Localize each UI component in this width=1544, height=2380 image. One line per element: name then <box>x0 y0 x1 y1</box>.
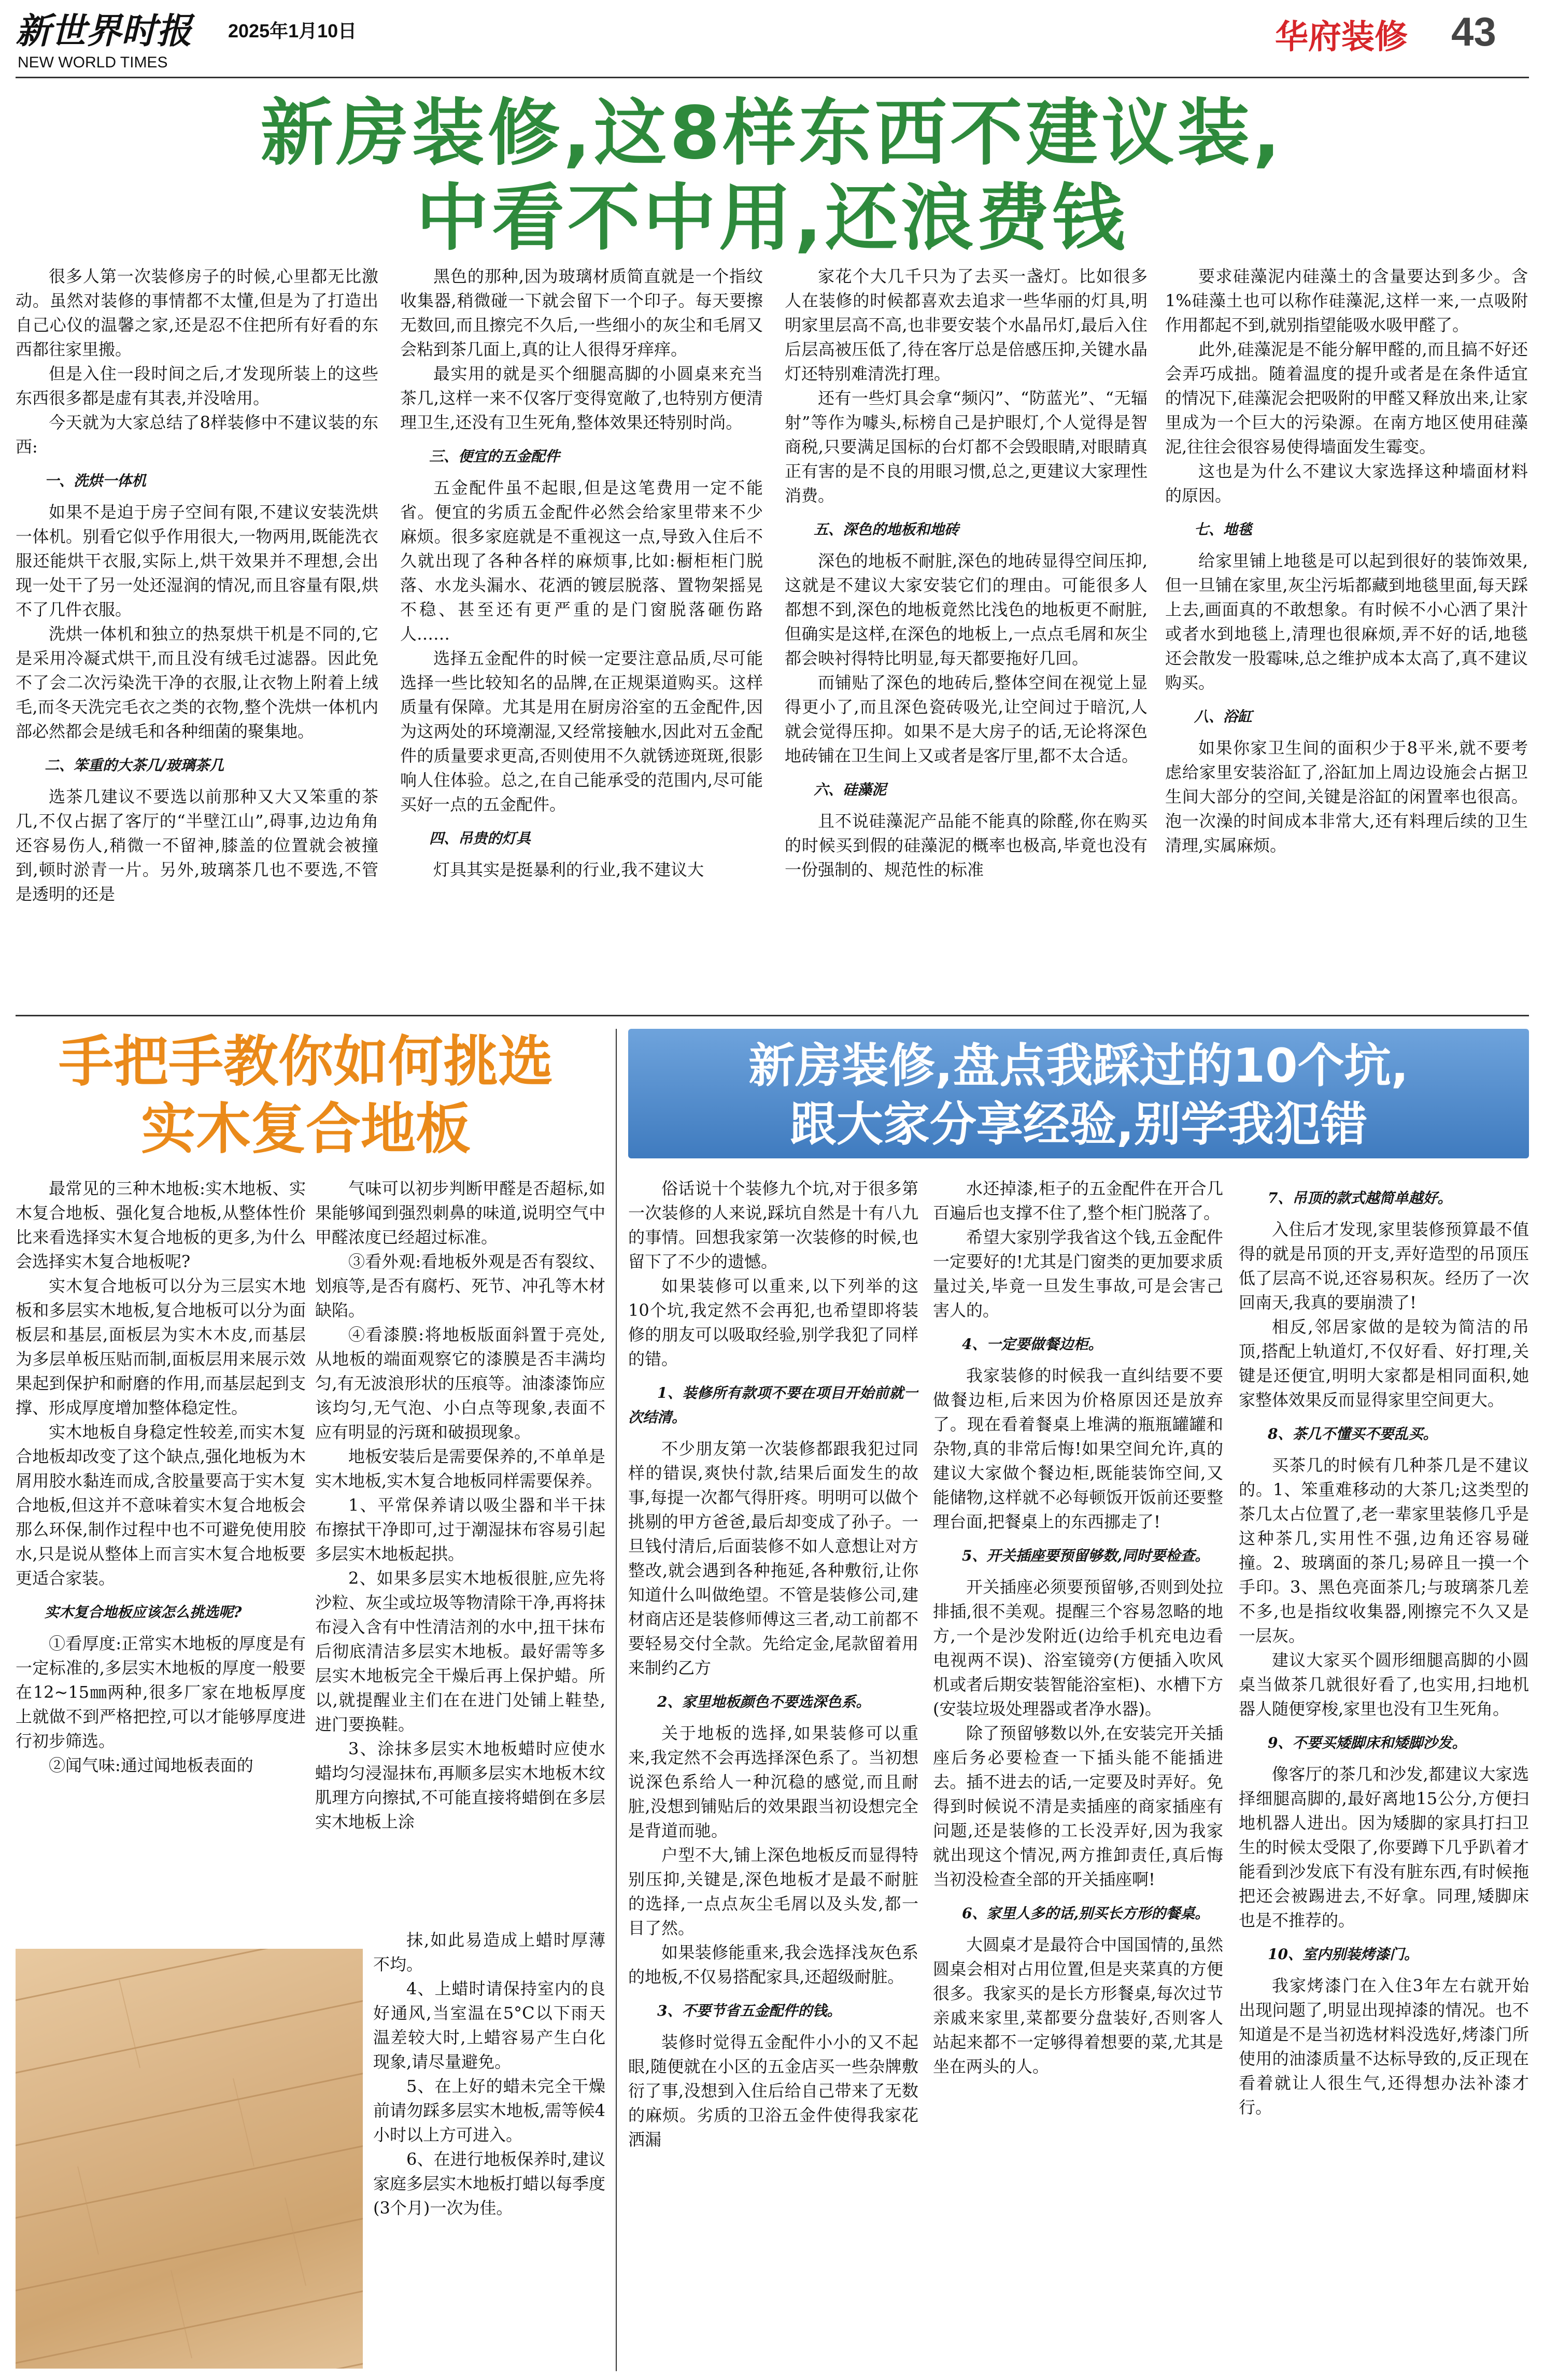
paragraph: 选择五金配件的时候一定要注意品质,尽可能选择一些比较知名的品牌,在正规渠道购买。这样质量有保障。尤其是用在厨房浴室的五金配件,因为这两处的环境潮湿,又经常接触水,因此对五金配件的质量要求更高,否则使用不久就锈迹斑斑,很影响人住体验。总之,在自己能承受的范围内,尽可能买好一点的五金配件。 <box>400 648 763 814</box>
paragraph: 3、涂抹多层实木地板蜡时应使水蜡均匀浸湿抹布,再顺多层实木地板木纹肌理方向擦拭,不可能直接将蜡倒在多层实木地板上涂 <box>315 1739 605 1832</box>
issue-date: 2025年1月10日 <box>228 20 357 41</box>
paragraph: 要求硅藻泥内硅藻土的含量要达到多少。含1%硅藻土也可以称作硅藻泥,这样一来,一点吸附作用都起不到,就别指望能吸水吸甲醛了。 <box>1165 266 1528 335</box>
paragraph: 如果装修能重来,我会选择浅灰色系的地板,不仅易搭配家具,还超级耐脏。 <box>628 1943 918 1987</box>
article1-title-line1: 新房装修,这8样东西不建议装, <box>260 91 1284 176</box>
paragraph: 关于地板的选择,如果装修可以重来,我定然不会再选择深色系了。当初想说深色系给人一种沉稳的感觉,而且耐脏,没想到铺贴后的效果跟当初设想完全是背道而驰。 <box>628 1723 918 1840</box>
subheading: 3、不要节省五金配件的钱。 <box>657 2002 842 2019</box>
paragraph: 很多人第一次装修房子的时候,心里都无比激动。虽然对装修的事情都不太懂,但是为了打造出自己心仪的温馨之家,还是忍不住把所有好看的东西都往家里搬。 <box>16 266 378 359</box>
paragraph: 洗烘一体机和独立的热泵烘干机是不同的,它是采用冷凝式烘干,而且没有绒毛过滤器。因此免不了会二次污染洗干净的衣服,让衣物上附着上绒毛,而冬天洗完毛衣之类的衣物,整个洗烘一体机内部必然都会是绒毛和各种细菌的聚集地。 <box>16 624 378 741</box>
article3-title-line1: 新房装修,盘点我踩过的10个坑, <box>748 1039 1409 1093</box>
paragraph: 开关插座必须要预留够,否则到处拉排插,很不美观。提醒三个容易忽略的地方,一个是沙发附近(边给手机充电边看电视两不误)、浴室镜旁(方便插入吹风机或者后期安装智能浴室柜)、水槽下方(安装垃圾处理器或者净水器)。 <box>933 1577 1223 1719</box>
article3-title-line2: 跟大家分享经验,别学我犯错 <box>789 1097 1368 1152</box>
paragraph: 五金配件虽不起眼,但是这笔费用一定不能省。便宜的劣质五金配件必然会给家里带来不少麻烦。很多家庭就是不重视这一点,导致入住后不久就出现了各种各样的麻烦事,比如:橱柜柜门脱落、水龙头漏水、花洒的镀层脱落、置物架摇晃不稳、甚至还有更严重的是门窗脱落砸伤路人…… <box>400 478 763 644</box>
paragraph: 今天就为大家总结了8样装修中不建议装的东西: <box>16 413 378 457</box>
subheading: 8、茶几不懂买不要乱买。 <box>1268 1425 1438 1442</box>
paragraph: 如果你家卫生间的面积少于8平米,就不要考虑给家里安装浴缸了,浴缸加上周边设施会占据卫生间大部分的空间,关键是浴缸的闲置率也很高。泡一次澡的时间成本非常大,还有料理后续的卫生清理,实属麻烦。 <box>1165 738 1528 855</box>
paragraph: 俗话说十个装修九个坑,对于很多第一次装修的人来说,踩坑自然是十有八九的事情。回想我家第一次装修的时候,也留下了不少的遗憾。 <box>628 1179 918 1271</box>
paragraph: ②闻气味:通过闻地板表面的 <box>49 1755 253 1775</box>
paragraph: 6、在进行地板保养时,建议家庭多层实木地板打蜡以每季度(3个月)一次为佳。 <box>373 2149 605 2218</box>
paragraph: 5、在上好的蜡未完全干燥前请勿踩多层实木地板,需等候4小时以上方可进入。 <box>373 2076 605 2145</box>
paragraph: 入住后才发现,家里装修预算最不值得的就是吊顶的开支,弄好造型的吊顶压低了层高不说,还容易积灰。经历了一次回南天,我真的要崩溃了! <box>1239 1220 1529 1312</box>
paragraph: 抹,如此易造成上蜡时厚薄不均。 <box>373 1930 605 1974</box>
paragraph: 我家烤漆门在入住3年左右就开始出现问题了,明显出现掉漆的情况。也不知道是不是当初选材料没选好,烤漆门所使用的油漆质量不达标导致的,反正现在看着就让人很生气,还得想办法补漆才行。 <box>1239 1976 1529 2117</box>
paragraph: 黑色的那种,因为玻璃材质简直就是一个指纹收集器,稍微碰一下就会留下一个印子。每天要擦无数回,而且擦完不久后,一些细小的灰尘和毛屑又会粘到茶几面上,真的让人很得牙痒痒。 <box>400 266 763 359</box>
paragraph: 地板安装后是需要保养的,不单单是实木地板,实木复合地板同样需要保养。 <box>315 1447 605 1491</box>
paragraph: ④看漆膜:将地板版面斜置于亮处,从地板的端面观察它的漆膜是否丰满均匀,有无波浪形状的压痕等。油漆漆饰应该均匀,无气泡、小白点等现象,表面不应有明显的污斑和破损现象。 <box>315 1325 605 1442</box>
wood-plank-pattern <box>16 1949 363 2369</box>
paragraph: 户型不大,铺上深色地板反而显得特别压抑,关键是,深色地板才是最不耐脏的选择,一点点灰尘毛屑以及头发,都一目了然。 <box>628 1845 918 1938</box>
subheading: 5、开关插座要预留够数,同时要检查。 <box>962 1547 1210 1564</box>
paragraph: 此外,硅藻泥是不能分解甲醛的,而且搞不好还会弄巧成拙。随着温度的提升或者是在条件适宜的情况下,硅藻泥会把吸附的甲醛又释放出来,让家里成为一个巨大的污染源。在南方地区使用硅藻泥,往往会很容易使得墙面发生霉变。 <box>1165 339 1528 457</box>
subheading: 4、一定要做餐边柜。 <box>962 1336 1103 1353</box>
subheading: 五、深色的地板和地砖 <box>814 521 959 538</box>
paragraph: 选茶几建议不要选以前那种又大又笨重的茶几,不仅占据了客厅的“半壁江山”,碍事,边边角角还容易伤人,稍微一不留神,膝盖的位置就会被撞到,顿时淤青一片。另外,玻璃茶几也不要选,不管是透明的还是 <box>16 787 378 904</box>
subheading: 四、吊贵的灯具 <box>429 830 531 847</box>
paragraph: 2、如果多层实木地板很脏,应先将沙粒、灰尘或垃圾等物清除干净,再将抹布浸入含有中性清洁剂的水中,扭干抹布后彻底清洁多层实木地板。最好需等多层实木地板完全干燥后再上保护蜡。所以,就提醒业主们在在进门处铺上鞋垫,进门要换鞋。 <box>315 1568 605 1734</box>
article3-col3 <box>1239 1177 1529 2374</box>
article2-col1 <box>16 1177 306 1933</box>
paragraph: 如果装修可以重来,以下列举的这10个坑,我定然不会再犯,也希望即将装修的朋友可以吸取经验,别学我犯了同样的错。 <box>628 1276 918 1369</box>
subheading: 一、洗烘一体机 <box>45 472 147 489</box>
article1-title-line2: 中看不中用,还浪费钱 <box>416 176 1128 261</box>
paragraph: 水还掉漆,柜子的五金配件在开合几百遍后也支撑不住了,整个柜门脱落了。 <box>933 1179 1223 1223</box>
paragraph: 而铺贴了深色的地砖后,整体空间在视觉上显得更小了,而且深色瓷砖吸光,让空间过于暗沉,人就会觉得压抑。如果不是大房子的话,无论将深色地砖铺在卫生间上又或者是客厅里,都不太合适。 <box>785 673 1148 766</box>
paragraph: 还有一些灯具会拿“频闪”、“防蓝光”、“无辐射”等作为噱头,标榜自己是护眼灯,个人觉得是智商税,只要满足国标的台灯都不会毁眼睛,对眼睛真正有害的是不良的用眼习惯,总之,更建议大家理性消费。 <box>785 388 1148 505</box>
paragraph: 深色的地板不耐脏,深色的地砖显得空间压抑,这就是不建议大家安装它们的理由。可能很多人都想不到,深色的地板竟然比浅色的地板更不耐脏,但确实是这样,在深色的地板上,一点点毛屑和灰尘都会映衬得特比明显,每天都要拖好几回。 <box>785 551 1148 668</box>
subheading: 八、浴缸 <box>1194 708 1253 725</box>
subheading: 7、吊顶的款式越简单越好。 <box>1268 1189 1452 1207</box>
paragraph: 这也是为什么不建议大家选择这种墙面材料的原因。 <box>1165 461 1528 505</box>
paragraph: 大圆桌才是最符合中国国情的,虽然圆桌会相对占用位置,但是夹菜真的方便很多。我家买的是长方形餐桌,每次过节亲戚来家里,菜都要分盘装好,否则客人站起来都不一定够得着想要的菜,尤其是坐在两头的人。 <box>933 1935 1223 2076</box>
paragraph: ③看外观:看地板外观是否有裂纹、划痕等,是否有腐朽、死节、冲孔等木材缺陷。 <box>315 1252 605 1320</box>
paragraph: 气味可以初步判断甲醛是否超标,如果能够闻到强烈刺鼻的味道,说明空气中甲醛浓度已经超过标准。 <box>315 1179 605 1247</box>
paragraph: 我家装修的时候我一直纠结要不要做餐边柜,后来因为价格原因还是放弃了。现在看着餐桌上堆满的瓶瓶罐罐和杂物,真的非常后悔!如果空间允许,真的建议大家做个餐边柜,既能装饰空间,又能储物,这样就不必每顿饭开饭前还要整理台面,把餐桌上的东西挪走了! <box>933 1366 1223 1532</box>
paragraph: 家花个大几千只为了去买一盏灯。比如很多人在装修的时候都喜欢去追求一些华丽的灯具,明明家里层高不高,也非要安装个水晶吊灯,最后入住后层高被压低了,待在客厅总是倍感压抑,关键水晶灯还特别难清洗打理。 <box>785 266 1148 384</box>
subheading: 1、装修所有款项不要在项目开始前就一次结清。 <box>628 1384 918 1426</box>
paragraph: 相反,邻居家做的是较为简洁的吊顶,搭配上轨道灯,不仅好看、好打理,关键是还便宜,明明大家都是相同面积,她家整体效果反而显得家里空间更大。 <box>1239 1317 1529 1410</box>
article1-col1 <box>16 264 378 1005</box>
paragraph: 但是入住一段时间之后,才发现所装上的这些东西很多都是虚有其表,并没啥用。 <box>16 364 378 408</box>
paragraph: 希望大家别学我省这个钱,五金配件一定要好的!尤其是门窗类的更加要求质量过关,毕竟一旦发生事故,可是会害己害人的。 <box>933 1227 1223 1320</box>
header-rule <box>16 77 1529 78</box>
newspaper-logo: 新世界时报 <box>16 10 192 52</box>
article2-col2b <box>373 1928 605 2374</box>
paragraph: 不少朋友第一次装修都跟我犯过同样的错误,爽快付款,结果后面发生的故事,每提一次都气得肝疼。明明可以做个挑剔的甲方爸爸,最后却变成了孙子。一旦钱付清后,后面装修不如人意想让对方整改,就会遇到各种拖延,各种敷衍,让你知道什么叫做绝望。不管是装修公司,建材商店还是装修师傅这三者,动工前都不要轻易交付全款。先给定金,尾款留着用来制约乙方 <box>628 1439 918 1678</box>
paragraph: 1、平常保养请以吸尘器和半干抹布擦拭干净即可,过于潮湿抹布容易引起多层实木地板起拱。 <box>315 1495 605 1564</box>
subheading: 10、室内别装烤漆门。 <box>1268 1946 1419 1963</box>
article2-title-line1: 手把手教你如何挑选 <box>59 1030 553 1094</box>
wood-floor-image <box>16 1949 363 2369</box>
subheading: 七、地毯 <box>1194 521 1253 538</box>
article1-col4 <box>1165 264 1528 1005</box>
subheading: 六、硅藻泥 <box>814 781 887 798</box>
paragraph: 实木地板自身稳定性较差,而实木复合地板却改变了这个缺点,强化地板为木屑用胶水黏连而成,含胶量要高于实木复合地板,但这并不意味着实木复合地板会那么环保,制作过程中也不可避免使用胶水,只是说从整体上而言实木复合地板要更适合家装。 <box>16 1422 306 1588</box>
newspaper-english-name: NEW WORLD TIMES <box>18 54 168 71</box>
column-divider <box>616 1029 617 2371</box>
article3-col1 <box>628 1177 918 2374</box>
section-divider <box>16 1015 1529 1016</box>
paragraph: 装修时觉得五金配件小小的又不起眼,随便就在小区的五金店买一些杂牌敷衍了事,没想到入住后给自己带来了无数的麻烦。劣质的卫浴五金件使得我家花洒漏 <box>628 2032 918 2149</box>
subheading: 实木复合地板应该怎么挑选呢? <box>45 1604 242 1621</box>
paragraph: 给家里铺上地毯是可以起到很好的装饰效果,但一旦铺在家里,灰尘污垢都藏到地毯里面,每天踩上去,画面真的不敢想象。有时候不小心洒了果汁或者水到地毯上,清理也很麻烦,弄不好的话,地毯还会散发一股霉味,总之维护成本太高了,真不建议购买。 <box>1165 551 1528 692</box>
paragraph: 最实用的就是买个细腿高脚的小圆桌来充当茶几,这样一来不仅客厅变得宽敞了,也特别方便清理卫生,还没有卫生死角,整体效果还特别时尚。 <box>400 364 763 432</box>
paragraph: ①看厚度:正常实木地板的厚度是有一定标准的,多层实木地板的厚度一般要在12~15㎜两种,很多厂家在地板厚度上就做不到严格把控,可以才能够厚度进行初步筛选。 <box>16 1634 306 1751</box>
paragraph: 买茶几的时候有几种茶几是不建议的。1、笨重难移动的大茶几;这类型的茶几太占位置了,老一辈家里装修几乎是这种茶几,实用性不强,边角还容易碰撞。2、玻璃面的茶几;易碎且一摸一个手印。3、黑色亮面茶几;与玻璃茶几差不多,也是指纹收集器,刚擦完不久又是一层灰。 <box>1239 1455 1529 1646</box>
article2-title-line2: 实木复合地板 <box>141 1097 471 1161</box>
paragraph: 像客厅的茶几和沙发,都建议大家选择细腿高脚的,最好离地15公分,方便扫地机器人进出。因为矮脚的家具打扫卫生的时候太受限了,你要蹲下几乎趴着才能看到沙发底下有没有脏东西,有时候拖把还会被踢进去,不好拿。同理,矮脚床也是不推荐的。 <box>1239 1764 1529 1930</box>
paragraph: 且不说硅藻泥产品能不能真的除醛,你在购买的时候买到假的硅藻泥的概率也极高,毕竟也没有一份强制的、规范性的标准 <box>785 811 1148 880</box>
page-number: 43 <box>1451 9 1496 54</box>
article1-col3 <box>785 264 1148 1005</box>
article1-col2 <box>400 264 763 1005</box>
paragraph: 除了预留够数以外,在安装完开关插座后务必要检查一下插头能不能插进去。插不进去的话,一定要及时弄好。免得到时候说不清是卖插座的商家插座有问题,还是装修的工长没弄好,因为我家就出现这个情况,两方推卸责任,真后悔当初没检查全部的开关插座啊! <box>933 1723 1223 1889</box>
subheading: 2、家里地板颜色不要选深色系。 <box>657 1693 871 1710</box>
subheading: 9、不要买矮脚床和矮脚沙发。 <box>1268 1734 1467 1751</box>
paragraph: 4、上蜡时请保持室内的良好通风,当室温在5°C以下雨天温差较大时,上蜡容易产生白化现象,请尽量避免。 <box>373 1979 605 2072</box>
article2-col2a <box>315 1177 605 1923</box>
article3-col2 <box>933 1177 1223 2374</box>
subheading: 三、便宜的五金配件 <box>429 448 560 465</box>
subheading: 6、家里人多的话,别买长方形的餐桌。 <box>962 1905 1210 1922</box>
paragraph: 最常见的三种木地板:实木地板、实木复合地板、强化复合地板,从整体性价比来看选择实木复合地板的更多,为什么会选择实木复合地板呢? <box>16 1179 306 1271</box>
section-name: 华府装修 <box>1275 18 1408 56</box>
paragraph: 灯具其实是挺暴利的行业,我不建议大 <box>433 860 704 880</box>
paragraph: 如果不是迫于房子空间有限,不建议安装洗烘一体机。别看它似乎作用很大,一物两用,既能洗衣服还能烘干衣服,实际上,烘干效果并不理想,会出现一处干了另一处还湿润的情况,而且容量有限,烘不了几件衣服。 <box>16 502 378 619</box>
paragraph: 建议大家买个圆形细腿高脚的小圆桌当做茶几就很好看了,也实用,扫地机器人随便穿梭,家里也没有卫生死角。 <box>1239 1650 1529 1719</box>
subheading: 二、笨重的大茶几/玻璃茶几 <box>45 757 224 774</box>
paragraph: 实木复合地板可以分为三层实木地板和多层实木地板,复合地板可以分为面板层和基层,面板层为实木木皮,而基层为多层单板压贴而制,面板层用来展示效果起到保护和耐磨的作用,而基层起到支撑、形成厚度增加整体稳定性。 <box>16 1276 306 1418</box>
